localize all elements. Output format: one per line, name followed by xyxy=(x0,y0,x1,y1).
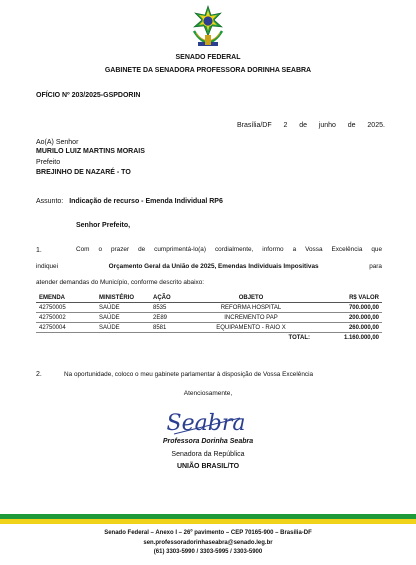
cell-object: EQUIPAMENTO - RAIO X xyxy=(186,323,316,333)
date-year: 2025. xyxy=(367,122,385,129)
date-place: Brasília/DF xyxy=(237,122,272,129)
cell-amendment: 42750002 xyxy=(36,313,96,323)
subject-line xyxy=(36,197,223,206)
salutation-line: Ao(A) Senhor xyxy=(36,139,79,146)
paragraph-1-budget-reference: Orçamento Geral da União de 2025, Emendas Individuais Impositivas xyxy=(108,263,319,270)
column-header: AÇÃO xyxy=(150,293,186,303)
paragraph-1-line-1: Com o prazer de cumprimentá-lo(a) cordialmente, informo a Vossa Excelência que xyxy=(76,246,382,253)
cell-ministry: SAÚDE xyxy=(96,323,150,333)
paragraph-1-line-3: atender demandas do Município, conforme descrito abaixo: xyxy=(36,279,205,286)
subject-text: Indicação de recurso - Emenda Individual RP6 xyxy=(69,198,223,205)
paragraph-1-number: 1. xyxy=(36,247,42,254)
subject-label: Assunto: xyxy=(36,198,64,205)
cell-value: 700.000,00 xyxy=(316,303,382,313)
recipient-role: Prefeito xyxy=(36,159,61,166)
cell-amendment: 42750004 xyxy=(36,323,96,333)
column-header: R$ VALOR xyxy=(316,293,382,303)
table-row xyxy=(36,313,382,323)
cell-action: 8535 xyxy=(150,303,186,313)
table-row xyxy=(36,323,382,333)
cell-value: 200.000,00 xyxy=(316,313,382,323)
brazil-coat-of-arms-icon xyxy=(188,5,228,49)
date-month: junho xyxy=(318,122,336,129)
date-de: de xyxy=(347,122,356,129)
cell-value: 260.000,00 xyxy=(316,323,382,333)
cell-ministry: SAÚDE xyxy=(96,303,150,313)
handwritten-signature xyxy=(166,404,246,440)
cell-object: REFORMA HOSPITAL xyxy=(186,303,316,313)
recipient-name: MURILO LUIZ MARTINS MORAIS xyxy=(36,148,145,155)
footer-yellow-band xyxy=(0,519,416,524)
amendments-table xyxy=(36,293,382,342)
table-total-row xyxy=(36,333,382,343)
cell-action: 2E89 xyxy=(150,313,186,323)
footer-phones: (61) 3303-5990 / 3303-5995 / 3303-5900 xyxy=(153,549,263,555)
signatory-name: Professora Dorinha Seabra xyxy=(162,438,254,445)
svg-text:Seabra: Seabra xyxy=(166,411,246,436)
cell-amendment: 42750005 xyxy=(36,303,96,313)
recipient-city: BREJINHO DE NAZARÉ - TO xyxy=(36,169,131,176)
cell-action: 8581 xyxy=(150,323,186,333)
column-header: OBJETO xyxy=(186,293,316,303)
paragraph-2-text: Na oportunidade, coloco o meu gabinete parlamentar à disposição de Vossa Excelência xyxy=(64,371,314,378)
footer-address: Senado Federal – Anexo I – 26º pavimento – CEP 70165-900 – Brasília-DF xyxy=(104,530,312,536)
greeting: Senhor Prefeito, xyxy=(76,222,131,229)
paragraph-1-line-2 xyxy=(36,262,382,271)
table-header-row xyxy=(36,293,382,303)
office-name: GABINETE DA SENADORA PROFESSORA DORINHA SEABRA xyxy=(104,67,312,74)
letter-number: OFÍCIO Nº 203/2025-GSPDORIN xyxy=(36,92,141,99)
institution-name: SENADO FEDERAL xyxy=(175,54,241,61)
cell-ministry: SAÚDE xyxy=(96,313,150,323)
date-line xyxy=(237,121,385,130)
cell-object: INCREMENTO PAP xyxy=(186,313,316,323)
column-header: MINISTÉRIO xyxy=(96,293,150,303)
signatory-party: UNIÃO BRASIL/TO xyxy=(176,463,240,470)
table-row xyxy=(36,303,382,313)
total-value: 1.160.000,00 xyxy=(343,334,379,341)
paragraph-1-text: indiquei xyxy=(36,263,59,270)
paragraph-2-number: 2. xyxy=(36,371,42,378)
date-de: de xyxy=(299,122,307,129)
paragraph-1-text: para xyxy=(369,263,382,270)
signatory-title: Senadora da República xyxy=(171,451,245,458)
total-label: TOTAL: xyxy=(288,334,310,341)
closing: Atenciosamente, xyxy=(183,390,233,397)
footer-email: sen.professoradorinhaseabra@senado.leg.br xyxy=(143,540,273,546)
column-header: EMENDA xyxy=(36,293,96,303)
date-day: 2 xyxy=(283,122,288,129)
